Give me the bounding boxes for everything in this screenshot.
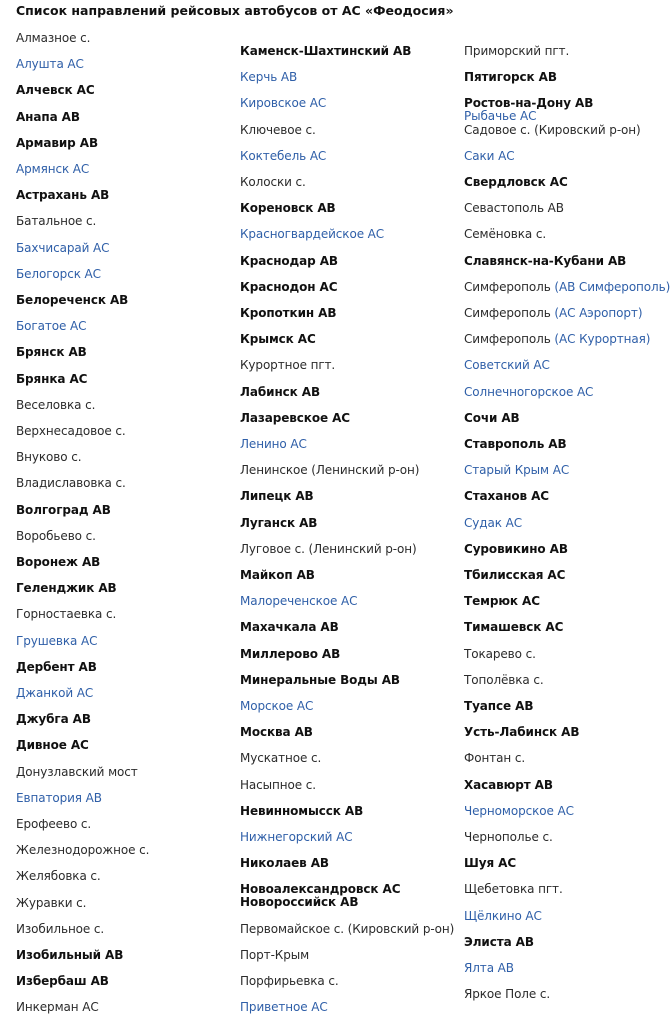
destination-item: Миллерово АВ [240,646,341,661]
destination-label: Симферополь [464,279,555,294]
destination-item: Брянка АС [16,371,88,386]
destination-item: Каменск-Шахтинский АВ [240,44,412,58]
destination-link[interactable]: Морское АС [240,699,314,713]
destination-item [240,883,400,909]
destination-item: Тбилисская АС [464,568,566,582]
destination-item: Журавки с. [16,895,87,910]
destination-link[interactable]: Приветное АС [240,1000,328,1015]
destination-item: Донузлавский мост [16,764,138,779]
destination-item: Сочи АВ [464,410,520,425]
destination-item: Астрахань АВ [16,188,110,203]
destination-item: Минеральные Воды АВ [240,672,400,687]
destination-item: Краснодар АВ [240,253,338,268]
destination-item: Брянск АВ [16,345,87,360]
destination-item: Свердловск АС [464,175,568,189]
destination-link[interactable]: Алушта АС [16,57,84,72]
destination-label: Симферополь [464,332,555,347]
destination-item [464,280,670,294]
destination-item: Майкоп АВ [240,568,315,582]
destination-item: Кропоткин АВ [240,306,337,320]
destination-label: Ростов-на-Дону АВ [464,96,594,111]
destination-label: Симферополь [464,306,555,320]
destination-item: Лабинск АВ [240,384,321,399]
destination-item: Шуя АС [464,856,517,871]
destination-item: Невинномысск АВ [240,803,364,818]
destination-item: Лазаревское АС [240,410,350,425]
destination-item: Приморский пгт. [464,44,570,58]
destination-item: Яркое Поле с. [464,987,551,1002]
destination-item: Воронеж АВ [16,555,101,569]
destination-link[interactable]: Евпатория АВ [16,790,102,805]
destination-label: Новоалександровск АС [240,882,401,897]
destination-link[interactable]: (АС Аэропорт) [554,306,643,320]
destination-item: Порт-Крым [240,947,310,962]
destination-item: Избербаш АВ [16,974,109,989]
destination-item: Элиста АВ [464,934,534,949]
destination-link[interactable]: Армянск АС [16,162,90,176]
destination-item: Стаханов АС [464,489,549,504]
destination-link[interactable]: Малореченское АС [240,594,358,609]
destination-item: Алчевск АС [16,83,95,98]
destination-item: Колоски с. [240,175,306,189]
destination-link[interactable]: Красногвардейское АС [240,227,385,242]
destination-item: Порфирьевка с. [240,974,339,988]
destination-item: Усть-Лабинск АВ [464,725,580,740]
destination-item: Луговое с. (Ленинский р-он) [240,541,417,556]
destination-link[interactable]: Коктебель АС [240,148,327,163]
destination-item: Мускатное с. [240,751,322,766]
destination-item: Волгоград АВ [16,502,111,517]
destination-link[interactable]: Советский АС [464,358,550,373]
destination-link[interactable]: Джанкой АС [16,686,94,700]
destination-item: Внуково с. [16,450,82,465]
destination-item: Кореновск АВ [240,201,336,216]
destination-item: Щебетовка пгт. [464,882,563,897]
destination-item: Ставрополь АВ [464,437,567,451]
destination-link[interactable]: Кировское АС [240,96,327,111]
destination-item: Махачкала АВ [240,620,339,635]
destination-item: Насыпное с. [240,777,316,792]
destination-item[interactable] [464,97,593,123]
destination-link[interactable]: Богатое АС [16,319,87,334]
destination-link[interactable]: Старый Крым АС [464,463,570,478]
destination-item: Краснодон АС [240,279,338,294]
destination-item: Темрюк АС [464,594,540,609]
destination-item: Тимашевск АС [464,620,564,635]
destination-item: Садовое с. (Кировский р-он) [464,122,641,137]
destination-item: Пятигорск АВ [464,70,557,85]
destination-link[interactable]: Саки АС [464,148,515,163]
destination-item [464,306,642,320]
destination-item: Славянск-на-Кубани АВ [464,253,627,268]
destination-item: Изобильный АВ [16,948,124,962]
destination-item: Суровикино АВ [464,541,568,556]
destination-link[interactable]: Ленино АС [240,437,307,451]
destination-item: Железнодорожное с. [16,843,150,858]
page-title: Список направлений рейсовых автобусов от АС «Феодосия» [16,3,454,18]
destination-link[interactable]: Грушевка АС [16,633,98,648]
destination-item: Геленджик АВ [16,581,117,596]
destination-link[interactable]: Белогорск АС [16,266,101,281]
destination-link[interactable]: (АС Курортная) [554,332,651,347]
destination-item: Туапсе АВ [464,699,534,713]
destination-item: Николаев АВ [240,856,329,871]
destination-item: Чернополье с. [464,830,553,844]
destination-item: Джубга АВ [16,712,91,727]
destination-item: Ерофеево с. [16,817,92,831]
destination-item: Горностаевка с. [16,607,117,622]
destination-link[interactable]: Судак АС [464,515,522,530]
destination-link[interactable]: Ялта АВ [464,961,514,975]
destination-item: Ключевое с. [240,122,316,137]
destination-item: Севастополь АВ [464,201,564,216]
destination-item: Ленинское (Ленинский р-он) [240,463,420,478]
destination-item: Курортное пгт. [240,358,336,373]
destination-item: Первомайское с. (Кировский р-он) [240,921,455,936]
destination-item: Крымск АС [240,332,316,347]
destination-link[interactable]: (АВ Симферополь) [554,279,670,294]
destination-item: Токарево с. [464,646,536,661]
destination-item: Липецк АВ [240,489,314,504]
destination-item: Воробьево с. [16,528,96,543]
destination-item: Верхнесадовое с. [16,424,126,438]
destination-item: Луганск АВ [240,515,318,530]
destination-item: Дербент АВ [16,659,97,674]
destination-item: Армавир АВ [16,135,98,150]
destination-link[interactable]: Нижнегорский АС [240,830,353,844]
destination-item: Дивное АС [16,738,89,753]
destination-link[interactable]: Черноморское АС [464,803,574,818]
destination-item: Веселовка с. [16,397,96,412]
destination-item: Семёновка с. [464,227,547,242]
destination-link[interactable]: Керчь АВ [240,70,298,85]
destination-item: Хасавюрт АВ [464,777,553,792]
destination-item: Владиславовка с. [16,476,126,491]
destination-item: Желябовка с. [16,869,101,884]
destination-label: Новороссийск АВ [240,895,359,910]
destination-item: Тополёвка с. [464,672,544,687]
destination-item: Алмазное с. [16,31,91,45]
destination-link[interactable]: Щёлкино АС [464,908,542,923]
destination-item: Белореченск АВ [16,293,129,307]
destination-link[interactable]: Солнечногорское АС [464,384,594,399]
destination-item: Анапа АВ [16,109,80,124]
destination-link[interactable]: Бахчисарай АС [16,240,110,255]
destination-link[interactable]: Рыбачье АС [464,109,537,124]
destination-item: Инкерман АС [16,1000,99,1015]
destination-item: Батальное с. [16,214,97,229]
destination-item: Москва АВ [240,725,313,740]
destination-item: Изобильное с. [16,921,105,936]
destination-item: Фонтан с. [464,751,526,766]
destination-item [464,332,650,346]
